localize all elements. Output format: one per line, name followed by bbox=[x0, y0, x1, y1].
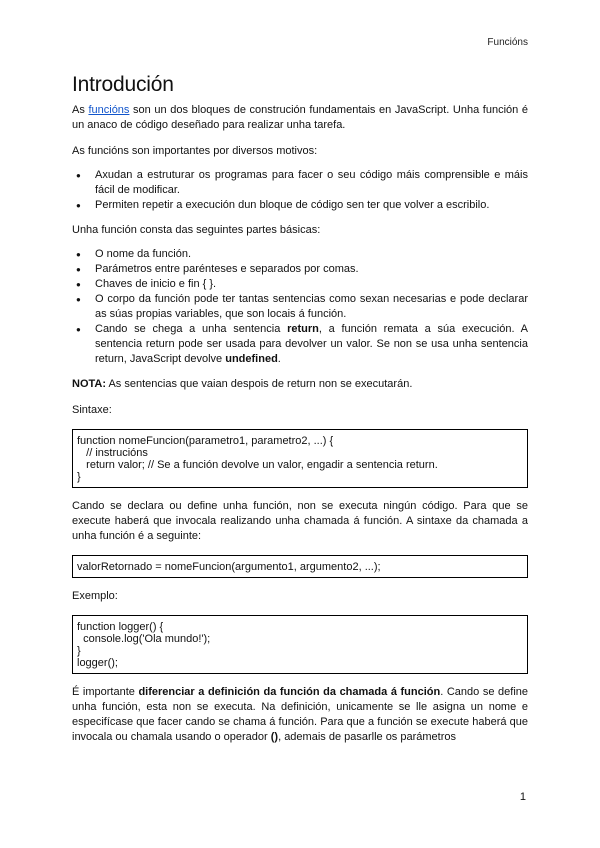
parts-lead: Unha función consta das seguintes partes básicas: bbox=[72, 224, 321, 236]
syntax-code-block bbox=[72, 429, 528, 488]
parts-list bbox=[72, 247, 528, 367]
page-number: 1 bbox=[519, 791, 526, 803]
code-line: // instrucións bbox=[77, 447, 148, 459]
list-item-return: ● Cando se chega a unha sentencia return, a función remata a súa execución. A sentencia return pode ser usada para devolver un valor. Se non se usa unha sentencia return, JavaScript devolve undefined. bbox=[72, 322, 528, 367]
list-item: ● Parámetros entre parénteses e separados por comas. bbox=[72, 262, 528, 277]
syntax-label: Sintaxe: bbox=[72, 404, 112, 416]
call-paragraph: Cando se declara ou define unha función, non se executa ningún código. Para que se execute haberá que invocala realizando unha chamada á función. A sintaxe da chamada a unha función é a seguinte: bbox=[72, 500, 528, 542]
code-line: } bbox=[77, 645, 81, 657]
closing-paragraph: É importante diferenciar a definición da función da chamada á función. Cando se define unha función, esta non se executa. Na definición, unicamente se lle asigna un nome e especifícase que facer cando se chama á función. Para que a función se execute haberá que invocala ou chamala usando o operador (), ademais de pasarlle os parámetros bbox=[72, 686, 529, 743]
intro-paragraph: As funcións son un dos bloques de construción fundamentais en JavaScript. Unha función é un anaco de código deseñado para realizar unha tarefa. bbox=[72, 104, 528, 131]
list-item: ● Axudan a estruturar os programas para facer o seu código máis comprensible e máis fácil de modificar. bbox=[72, 168, 528, 198]
code-line: function nomeFuncion(parametro1, parametro2, ...) { bbox=[77, 435, 334, 447]
list-item: ● O corpo da función pode ter tantas sentencias como sexan necesarias e pode declarar as súas propias variables, que son locais á función. bbox=[72, 292, 528, 322]
list-item: ● O nome da función. bbox=[72, 247, 528, 262]
example-label: Exemplo: bbox=[72, 590, 118, 602]
importance-lead: As funcións son importantes por diversos motivos: bbox=[72, 145, 318, 157]
example-code-block bbox=[72, 615, 528, 674]
code-line: console.log('Ola mundo!'); bbox=[77, 633, 211, 645]
code-line: valorRetornado = nomeFuncion(argumento1, argumento2, ...); bbox=[77, 561, 381, 573]
code-line: function logger() { bbox=[77, 621, 164, 633]
call-code-block bbox=[72, 555, 528, 578]
code-line: logger(); bbox=[77, 657, 118, 669]
list-item: ● Permiten repetir a execución dun bloque de código sen ter que volver a escribilo. bbox=[72, 198, 528, 213]
funcions-link[interactable]: funcións bbox=[88, 104, 130, 116]
code-line: return valor; // Se a función devolve un valor, engadir a sentencia return. bbox=[77, 459, 438, 471]
importance-list bbox=[72, 168, 528, 213]
page-title: Introdución bbox=[72, 73, 174, 96]
note-label: NOTA: bbox=[72, 378, 107, 390]
code-line: } bbox=[77, 471, 81, 483]
running-header: Funcións bbox=[487, 37, 528, 48]
document-body bbox=[72, 103, 528, 756]
list-item: ● Chaves de inicio e fin { }. bbox=[72, 277, 528, 292]
note-paragraph: NOTA: As sentencias que vaian despois de return non se executarán. bbox=[72, 378, 413, 390]
